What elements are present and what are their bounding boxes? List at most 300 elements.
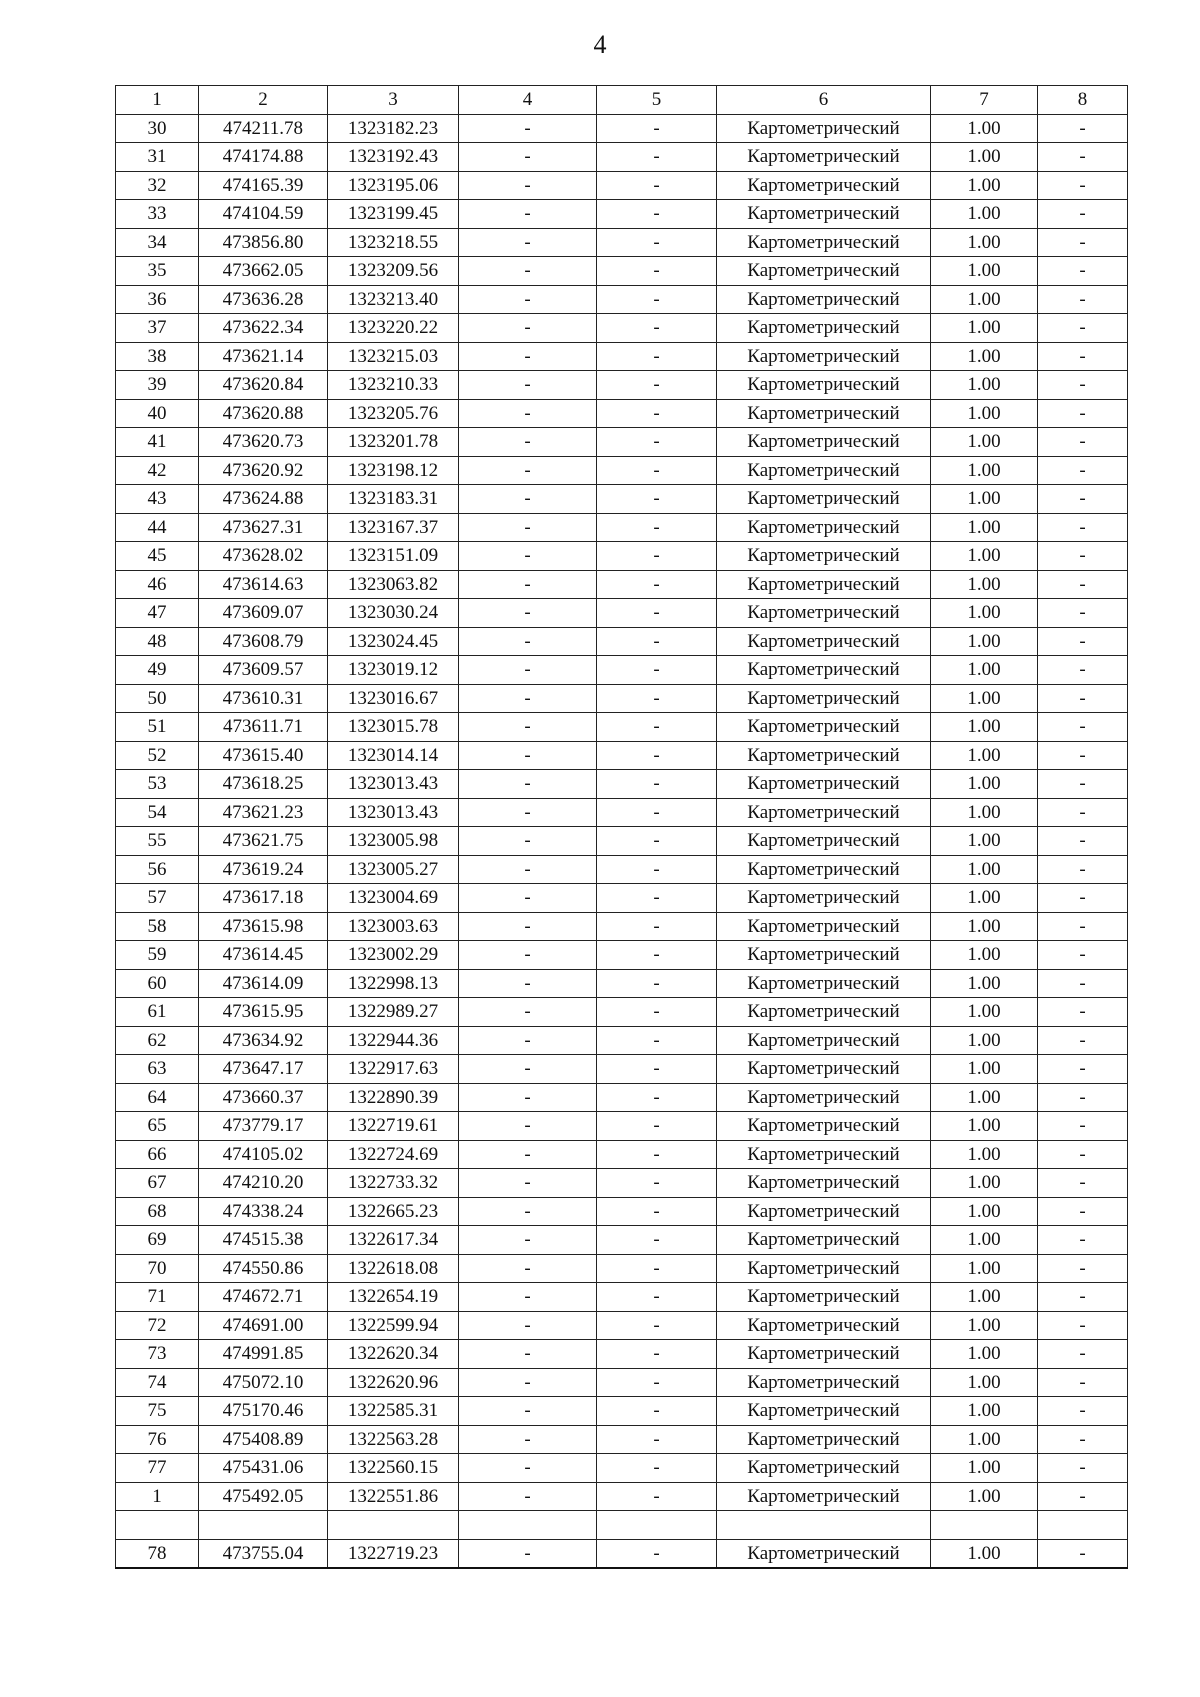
table-cell: 1.00 [931, 827, 1038, 856]
table-cell: 1323199.45 [328, 200, 459, 229]
table-cell: 475431.06 [199, 1454, 328, 1483]
table-cell: - [1038, 912, 1128, 941]
table-row [116, 428, 1128, 457]
table-cell: - [597, 342, 717, 371]
table-cell: Картометрический [717, 969, 931, 998]
column-header: 2 [199, 86, 328, 115]
table-row [116, 798, 1128, 827]
table-cell: - [1038, 314, 1128, 343]
table-cell: - [597, 542, 717, 571]
table-cell: - [597, 912, 717, 941]
table-cell: 1.00 [931, 1283, 1038, 1312]
table-cell: - [1038, 1140, 1128, 1169]
table-cell: 1.00 [931, 285, 1038, 314]
table-cell: Картометрический [717, 542, 931, 571]
table-cell: - [459, 1283, 597, 1312]
table-cell: - [1038, 827, 1128, 856]
table-row [116, 1055, 1128, 1084]
table-cell: 473615.40 [199, 741, 328, 770]
table-cell: - [597, 285, 717, 314]
table-cell: 62 [116, 1026, 199, 1055]
table-cell: 57 [116, 884, 199, 913]
table-cell: 49 [116, 656, 199, 685]
table-row [116, 456, 1128, 485]
table-cell: 473621.75 [199, 827, 328, 856]
table-cell: - [459, 1254, 597, 1283]
table-cell: - [1038, 1311, 1128, 1340]
table-cell: 1.00 [931, 1055, 1038, 1084]
table-cell: 473615.95 [199, 998, 328, 1027]
table-cell: - [459, 399, 597, 428]
page-number: 4 [593, 30, 607, 59]
table-cell: 473615.98 [199, 912, 328, 941]
table-cell: - [597, 827, 717, 856]
table-cell: 30 [116, 114, 199, 143]
table-cell: Картометрический [717, 1482, 931, 1511]
table-row [116, 1511, 1128, 1540]
table-row [116, 599, 1128, 628]
table-cell: 44 [116, 513, 199, 542]
table-cell: 45 [116, 542, 199, 571]
table-cell: - [597, 1112, 717, 1141]
table-cell: Картометрический [717, 114, 931, 143]
table-cell: 1.00 [931, 314, 1038, 343]
table-cell: 1.00 [931, 342, 1038, 371]
table-row [116, 200, 1128, 229]
table-cell: Картометрический [717, 1340, 931, 1369]
table-cell: 1323151.09 [328, 542, 459, 571]
table-cell: 1323005.27 [328, 855, 459, 884]
table-cell: - [459, 827, 597, 856]
table-cell: - [597, 257, 717, 286]
table-cell: 1.00 [931, 941, 1038, 970]
table-cell: - [1038, 285, 1128, 314]
table-cell: 1.00 [931, 485, 1038, 514]
table-cell: 1.00 [931, 1197, 1038, 1226]
table-cell: - [1038, 257, 1128, 286]
table-cell: - [597, 428, 717, 457]
table-row [116, 570, 1128, 599]
table-cell: Картометрический [717, 741, 931, 770]
table-row [116, 1368, 1128, 1397]
table-cell: - [597, 1454, 717, 1483]
table-cell: - [1038, 1340, 1128, 1369]
table-cell: 1323167.37 [328, 513, 459, 542]
table-cell: 38 [116, 342, 199, 371]
table-cell: 473621.14 [199, 342, 328, 371]
table-cell: - [1038, 1055, 1128, 1084]
table-cell [1038, 1511, 1128, 1540]
table-cell: Картометрический [717, 1368, 931, 1397]
table-row [116, 114, 1128, 143]
table-cell: 474515.38 [199, 1226, 328, 1255]
table-cell: - [597, 1283, 717, 1312]
table-cell: 1323198.12 [328, 456, 459, 485]
table-cell: 474174.88 [199, 143, 328, 172]
table-cell: - [597, 1368, 717, 1397]
table-row [116, 912, 1128, 941]
table-row [116, 143, 1128, 172]
table-cell: Картометрический [717, 342, 931, 371]
table-row [116, 1026, 1128, 1055]
table-cell: Картометрический [717, 1397, 931, 1426]
table-cell: 35 [116, 257, 199, 286]
table-cell: - [1038, 884, 1128, 913]
table-cell: 473624.88 [199, 485, 328, 514]
table-cell: - [1038, 513, 1128, 542]
table-cell: Картометрический [717, 684, 931, 713]
table-cell: - [459, 627, 597, 656]
table-cell: - [1038, 399, 1128, 428]
table-cell: - [1038, 1482, 1128, 1511]
table-cell: 75 [116, 1397, 199, 1426]
table-cell: 1323013.43 [328, 770, 459, 799]
table-cell: 32 [116, 171, 199, 200]
table-cell: 473755.04 [199, 1539, 328, 1568]
table-cell: 1.00 [931, 1140, 1038, 1169]
table-cell: 1322665.23 [328, 1197, 459, 1226]
table-cell: 69 [116, 1226, 199, 1255]
table-cell: - [1038, 200, 1128, 229]
table-cell: 50 [116, 684, 199, 713]
table-cell: 1323205.76 [328, 399, 459, 428]
table-cell: - [597, 656, 717, 685]
table-row [116, 1539, 1128, 1568]
table-cell: 1323201.78 [328, 428, 459, 457]
table-cell: - [459, 1482, 597, 1511]
table-cell: - [597, 941, 717, 970]
table-cell: 1.00 [931, 1083, 1038, 1112]
table-cell: 473622.34 [199, 314, 328, 343]
column-header: 1 [116, 86, 199, 115]
table-cell: 1323013.43 [328, 798, 459, 827]
table-row [116, 1311, 1128, 1340]
table-cell: - [459, 314, 597, 343]
table-cell: - [459, 1026, 597, 1055]
table-cell: 475170.46 [199, 1397, 328, 1426]
table-cell: - [459, 884, 597, 913]
table-cell: 1323024.45 [328, 627, 459, 656]
table-row [116, 1482, 1128, 1511]
table-row [116, 399, 1128, 428]
table-cell: - [597, 228, 717, 257]
table-cell: 60 [116, 969, 199, 998]
table-cell: 474338.24 [199, 1197, 328, 1226]
table-cell: Картометрический [717, 456, 931, 485]
table-cell: 48 [116, 627, 199, 656]
table-cell: 474211.78 [199, 114, 328, 143]
table-cell [931, 1511, 1038, 1540]
table-cell: 1322989.27 [328, 998, 459, 1027]
table-cell: Картометрический [717, 1539, 931, 1568]
table-cell: 473621.23 [199, 798, 328, 827]
table-cell: - [459, 1226, 597, 1255]
table-row [116, 713, 1128, 742]
table-cell: - [459, 941, 597, 970]
table-cell: 71 [116, 1283, 199, 1312]
table-cell: 64 [116, 1083, 199, 1112]
table-cell: - [459, 998, 597, 1027]
table-cell: - [597, 1026, 717, 1055]
table-cell: 474550.86 [199, 1254, 328, 1283]
table-cell: 31 [116, 143, 199, 172]
table-cell: - [459, 456, 597, 485]
table-cell: 1322890.39 [328, 1083, 459, 1112]
table-cell: 1323019.12 [328, 656, 459, 685]
table-cell: 1.00 [931, 114, 1038, 143]
table-cell: 1323183.31 [328, 485, 459, 514]
table-cell: - [459, 200, 597, 229]
table-cell: 473627.31 [199, 513, 328, 542]
table-cell: - [459, 656, 597, 685]
table-cell: 1322733.32 [328, 1169, 459, 1198]
table-cell: - [597, 1539, 717, 1568]
table-cell: - [597, 456, 717, 485]
table-cell: Картометрический [717, 656, 931, 685]
table-cell: - [1038, 656, 1128, 685]
table-cell: 475072.10 [199, 1368, 328, 1397]
column-header: 6 [717, 86, 931, 115]
table-cell: 473618.25 [199, 770, 328, 799]
table-cell: 74 [116, 1368, 199, 1397]
table-cell: 1323195.06 [328, 171, 459, 200]
table-cell: - [597, 1397, 717, 1426]
table-cell: Картометрический [717, 285, 931, 314]
table-cell: - [1038, 342, 1128, 371]
table-cell: 73 [116, 1340, 199, 1369]
header-row [116, 86, 1128, 115]
table-cell: 1.00 [931, 998, 1038, 1027]
table-cell: - [597, 1140, 717, 1169]
table-cell: 1.00 [931, 570, 1038, 599]
table-row [116, 513, 1128, 542]
table-cell: Картометрический [717, 599, 931, 628]
table-cell: 473610.31 [199, 684, 328, 713]
table-cell: 1323220.22 [328, 314, 459, 343]
table-cell: - [1038, 627, 1128, 656]
table-cell: Картометрический [717, 428, 931, 457]
table-cell: 473634.92 [199, 1026, 328, 1055]
table-cell: 1.00 [931, 1226, 1038, 1255]
table-row [116, 1169, 1128, 1198]
table-cell: 475408.89 [199, 1425, 328, 1454]
table-row [116, 1397, 1128, 1426]
table-cell: - [459, 1055, 597, 1084]
table-cell: - [1038, 599, 1128, 628]
table-cell: Картометрический [717, 200, 931, 229]
table-cell: Картометрический [717, 1083, 931, 1112]
table-cell: Картометрический [717, 1254, 931, 1283]
table-cell: 36 [116, 285, 199, 314]
table-cell: - [597, 627, 717, 656]
table-cell: - [597, 855, 717, 884]
table-cell: - [1038, 1169, 1128, 1198]
table-cell: 1.00 [931, 257, 1038, 286]
table-cell: 66 [116, 1140, 199, 1169]
table-cell: 1322617.34 [328, 1226, 459, 1255]
table-row [116, 969, 1128, 998]
table-cell: 42 [116, 456, 199, 485]
table-cell: - [459, 599, 597, 628]
table-row [116, 1283, 1128, 1312]
table-cell: 473619.24 [199, 855, 328, 884]
table-cell [328, 1511, 459, 1540]
table-cell: - [1038, 456, 1128, 485]
table-cell: 1323015.78 [328, 713, 459, 742]
table-cell: - [597, 371, 717, 400]
table-cell: 55 [116, 827, 199, 856]
table-cell: 473620.92 [199, 456, 328, 485]
table-cell: - [1038, 1197, 1128, 1226]
table-cell: 1322620.96 [328, 1368, 459, 1397]
table-cell: - [597, 798, 717, 827]
column-header: 7 [931, 86, 1038, 115]
table-cell: Картометрический [717, 570, 931, 599]
table-cell: 1323213.40 [328, 285, 459, 314]
table-cell: - [459, 1425, 597, 1454]
table-cell: Картометрический [717, 1283, 931, 1312]
table-cell: - [597, 570, 717, 599]
table-cell: - [597, 513, 717, 542]
table-cell: - [459, 1539, 597, 1568]
table-cell: 473779.17 [199, 1112, 328, 1141]
table-cell: Картометрический [717, 827, 931, 856]
table-cell: - [597, 143, 717, 172]
column-header: 3 [328, 86, 459, 115]
table-cell: - [597, 998, 717, 1027]
table-cell: 1.00 [931, 1539, 1038, 1568]
table-cell: - [597, 1311, 717, 1340]
table-row [116, 1197, 1128, 1226]
table-cell: - [459, 1140, 597, 1169]
table-cell: 1.00 [931, 1112, 1038, 1141]
table-cell: 1323182.23 [328, 114, 459, 143]
table-cell: 1.00 [931, 1340, 1038, 1369]
table-cell: 34 [116, 228, 199, 257]
table-cell: 43 [116, 485, 199, 514]
table-cell: 474991.85 [199, 1340, 328, 1369]
table-cell: 473611.71 [199, 713, 328, 742]
table-cell: - [597, 1083, 717, 1112]
table-cell: 1322654.19 [328, 1283, 459, 1312]
table-cell: 1.00 [931, 741, 1038, 770]
table-cell: Картометрический [717, 1425, 931, 1454]
table-cell: - [1038, 998, 1128, 1027]
table-row [116, 314, 1128, 343]
table-row [116, 741, 1128, 770]
table-cell: - [1038, 542, 1128, 571]
table-cell: 1.00 [931, 399, 1038, 428]
table-cell: - [459, 143, 597, 172]
table-cell: 473620.88 [199, 399, 328, 428]
table-cell: 1323005.98 [328, 827, 459, 856]
table-cell: Картометрический [717, 257, 931, 286]
table-cell: 46 [116, 570, 199, 599]
table-cell: 1323192.43 [328, 143, 459, 172]
table-cell: 473609.07 [199, 599, 328, 628]
table-cell [717, 1511, 931, 1540]
table-cell: 1323004.69 [328, 884, 459, 913]
table-cell: - [597, 599, 717, 628]
table-cell: 1.00 [931, 1482, 1038, 1511]
table-cell: 1.00 [931, 684, 1038, 713]
table-cell: 1322563.28 [328, 1425, 459, 1454]
table-cell: 68 [116, 1197, 199, 1226]
table-cell: - [1038, 1083, 1128, 1112]
table-row [116, 941, 1128, 970]
table-cell: 473636.28 [199, 285, 328, 314]
table-cell: - [459, 969, 597, 998]
table-cell: 1322719.23 [328, 1539, 459, 1568]
table-cell: - [1038, 228, 1128, 257]
table-cell: - [597, 1482, 717, 1511]
table-row [116, 855, 1128, 884]
table-cell: - [1038, 428, 1128, 457]
table-cell: 473620.84 [199, 371, 328, 400]
table-cell: - [459, 342, 597, 371]
table-cell: 1323014.14 [328, 741, 459, 770]
table-cell: - [459, 228, 597, 257]
table-cell: 473660.37 [199, 1083, 328, 1112]
table-cell: 1.00 [931, 713, 1038, 742]
table-cell: - [1038, 1026, 1128, 1055]
table-cell: 475492.05 [199, 1482, 328, 1511]
table-cell: 473614.45 [199, 941, 328, 970]
table-cell: 1.00 [931, 1454, 1038, 1483]
table-cell: 1.00 [931, 1368, 1038, 1397]
table-cell: 1322917.63 [328, 1055, 459, 1084]
table-cell: Картометрический [717, 941, 931, 970]
table-cell: - [597, 314, 717, 343]
table-row [116, 1140, 1128, 1169]
table-cell: - [1038, 171, 1128, 200]
table-cell: - [1038, 1425, 1128, 1454]
table-cell: - [459, 1112, 597, 1141]
table-cell: 474210.20 [199, 1169, 328, 1198]
table-cell: 1.00 [931, 171, 1038, 200]
table-row [116, 285, 1128, 314]
table-cell: 1322585.31 [328, 1397, 459, 1426]
table-cell: 72 [116, 1311, 199, 1340]
table-cell: - [597, 1055, 717, 1084]
table-cell: - [1038, 741, 1128, 770]
table-cell: 1.00 [931, 513, 1038, 542]
table-cell: Картометрический [717, 627, 931, 656]
table-cell: Картометрический [717, 371, 931, 400]
table-cell: - [597, 200, 717, 229]
table-cell: - [597, 1254, 717, 1283]
table-cell: - [459, 1311, 597, 1340]
table-cell: - [1038, 1254, 1128, 1283]
table-cell: 65 [116, 1112, 199, 1141]
table-cell: 1.00 [931, 1254, 1038, 1283]
table-cell: 473620.73 [199, 428, 328, 457]
table-cell: - [1038, 713, 1128, 742]
table-row [116, 827, 1128, 856]
table-cell: - [459, 713, 597, 742]
table-cell: 473856.80 [199, 228, 328, 257]
table-cell: - [459, 114, 597, 143]
table-cell: - [459, 485, 597, 514]
table-cell: 1322998.13 [328, 969, 459, 998]
table-cell: - [1038, 1283, 1128, 1312]
table-cell: 1322620.34 [328, 1340, 459, 1369]
table-cell: 1322618.08 [328, 1254, 459, 1283]
table-cell: - [459, 1454, 597, 1483]
table-cell: 37 [116, 314, 199, 343]
table-cell: 1.00 [931, 1026, 1038, 1055]
table-cell: Картометрический [717, 1169, 931, 1198]
